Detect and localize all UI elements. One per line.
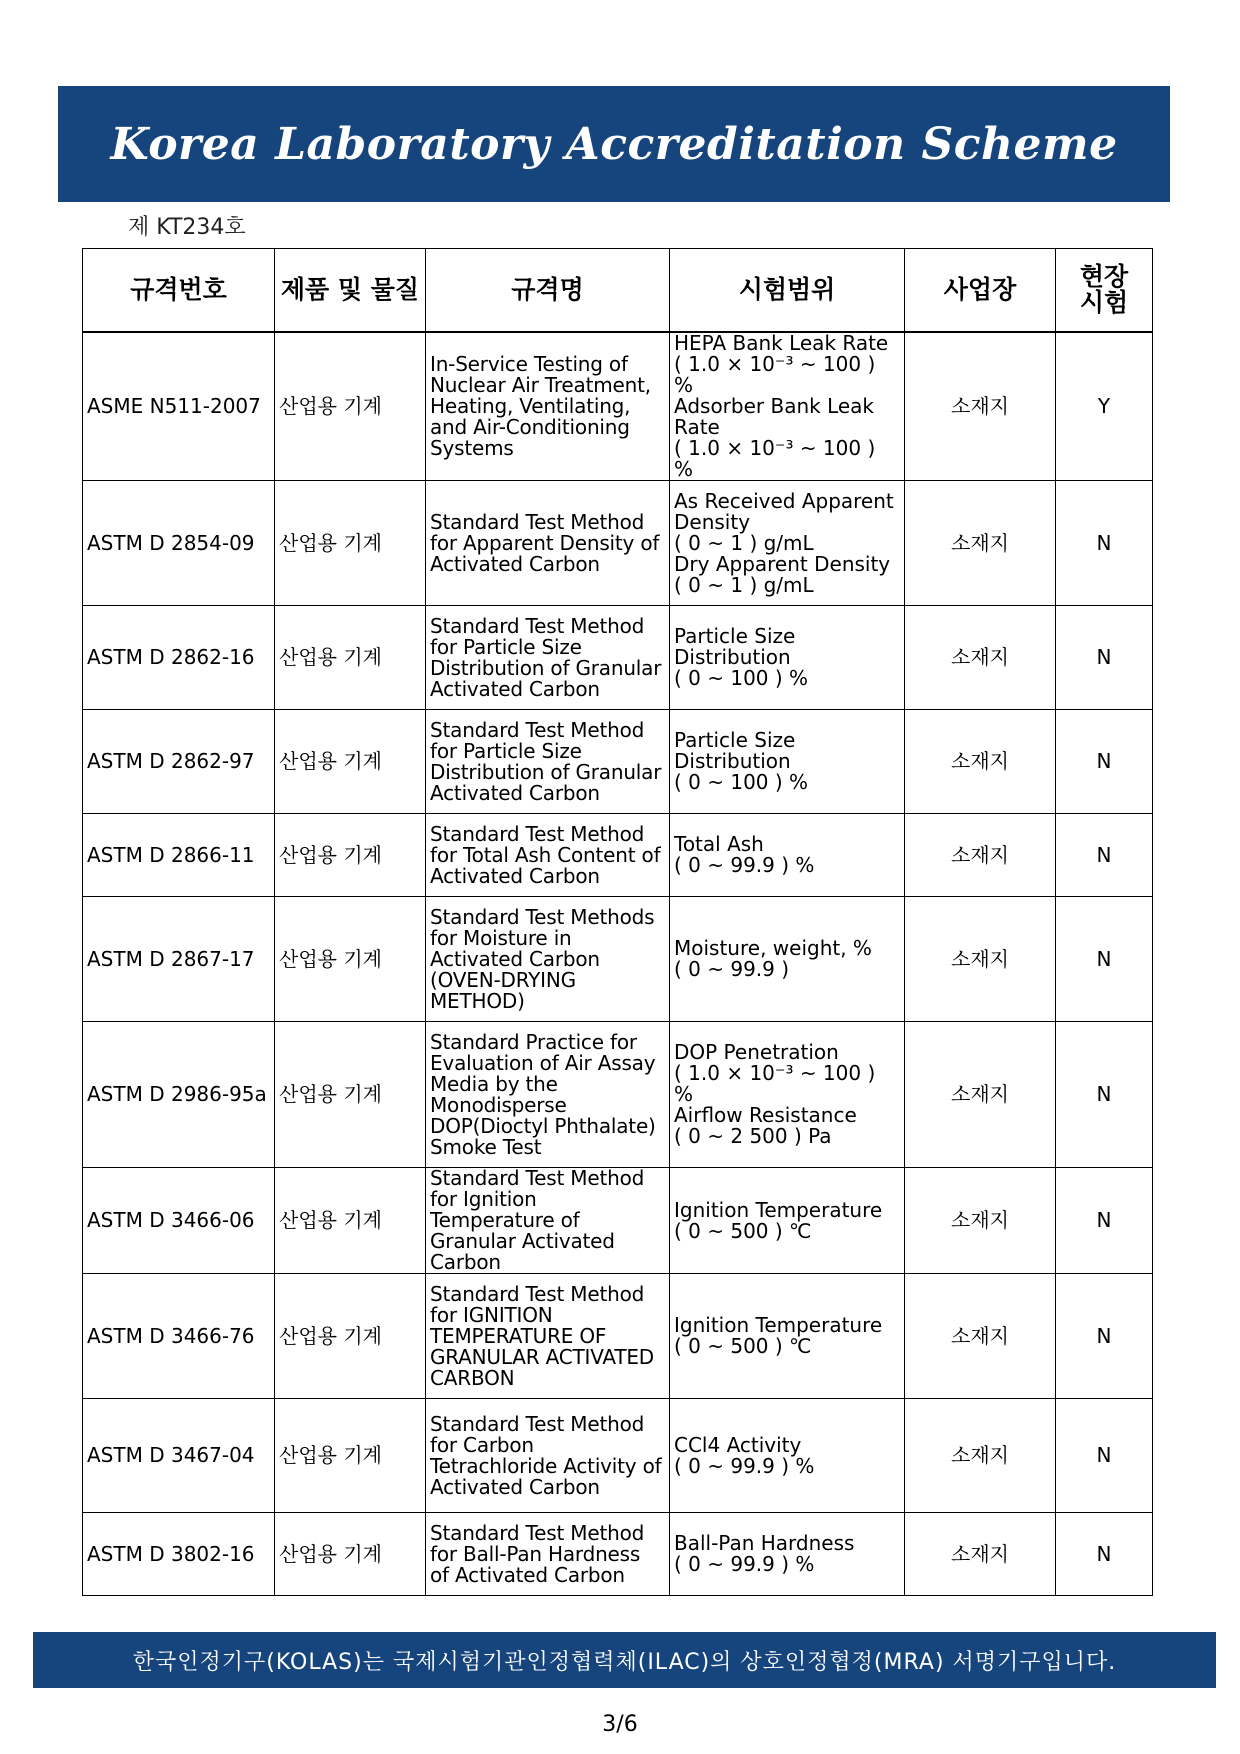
site-cell: 소재지	[905, 1168, 1056, 1274]
range-cell	[670, 1022, 905, 1168]
onsite-cell: N	[1056, 1168, 1153, 1274]
table-row	[83, 1399, 1153, 1513]
table-row	[83, 1274, 1153, 1399]
header-std-no: 규격번호	[83, 249, 275, 333]
std-no-cell: ASTM D 3466-06	[83, 1168, 275, 1274]
std-no-cell: ASME N511-2007	[83, 332, 275, 481]
range-line: ( 0 ~ 100 ) %	[674, 770, 809, 794]
std-no-cell: ASTM D 2862-16	[83, 606, 275, 710]
onsite-cell: N	[1056, 710, 1153, 814]
product-cell: 산업용 기계	[275, 1513, 426, 1596]
range-line: Ball-Pan Hardness	[674, 1531, 855, 1555]
product-cell: 산업용 기계	[275, 332, 426, 481]
range-line: ( 0 ~ 100 ) %	[674, 666, 809, 690]
range-line: CCl4 Activity	[674, 1432, 802, 1457]
range-line: ( 0 ~ 500 ) ℃	[674, 1334, 812, 1358]
table-row	[83, 606, 1153, 710]
std-no-cell: ASTM D 2867-17	[83, 897, 275, 1022]
table-row	[83, 1513, 1153, 1596]
range-line: ( 0 ~ 99.9 )	[674, 957, 790, 981]
std-no-cell: ASTM D 2854-09	[83, 481, 275, 606]
table-row	[83, 332, 1153, 481]
range-line: Particle Size Distribution	[674, 624, 796, 669]
std-name-cell: Standard Test Method for Particle Size Distribution of Granular Activated Carbon	[426, 606, 670, 710]
certificate-number: 제 KT234호	[128, 215, 246, 240]
range-cell	[670, 1399, 905, 1513]
range-line: DOP Penetration	[674, 1040, 839, 1064]
range-line: ( 0 ~ 2 500 ) Pa	[674, 1124, 832, 1148]
site-cell: 소재지	[905, 1513, 1056, 1596]
onsite-cell: Y	[1056, 332, 1153, 481]
onsite-cell: N	[1056, 897, 1153, 1022]
onsite-cell: N	[1056, 1274, 1153, 1399]
site-cell: 소재지	[905, 1022, 1056, 1168]
range-cell	[670, 1274, 905, 1399]
range-line: Total Ash	[674, 832, 764, 856]
site-cell: 소재지	[905, 332, 1056, 481]
header-std-name: 규격명	[426, 249, 670, 333]
std-name-cell: Standard Test Methods for Moisture in Activated Carbon (OVEN-DRYING METHOD)	[426, 897, 670, 1022]
std-no-cell: ASTM D 3467-04	[83, 1399, 275, 1513]
std-no-cell: ASTM D 2862-97	[83, 710, 275, 814]
header-site: 사업장	[905, 249, 1056, 333]
site-cell: 소재지	[905, 1274, 1056, 1399]
table-row	[83, 481, 1153, 606]
product-cell: 산업용 기계	[275, 1274, 426, 1399]
accreditation-table	[82, 248, 1153, 1596]
header-banner	[58, 86, 1170, 202]
site-cell: 소재지	[905, 897, 1056, 1022]
product-cell: 산업용 기계	[275, 710, 426, 814]
range-line: ( 0 ~ 1 ) g/mL	[674, 530, 814, 555]
range-line: HEPA Bank Leak Rate	[674, 331, 889, 355]
std-name-cell: Standard Test Method for Apparent Density of Activated Carbon	[426, 481, 670, 606]
range-line: Adsorber Bank Leak Rate	[674, 394, 875, 439]
range-cell	[670, 897, 905, 1022]
range-line: ( 1.0 × 10⁻³ ~ 100 ) %	[674, 436, 876, 481]
site-cell: 소재지	[905, 710, 1056, 814]
range-line: ( 0 ~ 99.9 ) %	[674, 1552, 815, 1576]
std-no-cell: ASTM D 3802-16	[83, 1513, 275, 1596]
header-title: Korea Laboratory Accreditation Scheme	[110, 118, 1118, 170]
onsite-cell: N	[1056, 606, 1153, 710]
header-onsite: 현장 시험	[1056, 249, 1153, 333]
std-name-cell: Standard Test Method for Carbon Tetrachloride Activity of Activated Carbon	[426, 1399, 670, 1513]
range-line: ( 0 ~ 500 ) ℃	[674, 1218, 812, 1243]
range-line: Moisture, weight, %	[674, 936, 872, 960]
range-cell	[670, 481, 905, 606]
range-cell	[670, 606, 905, 710]
onsite-cell: N	[1056, 481, 1153, 606]
range-line: ( 0 ~ 99.9 ) %	[674, 853, 815, 877]
product-cell: 산업용 기계	[275, 897, 426, 1022]
range-line: Ignition Temperature	[674, 1313, 883, 1337]
site-cell: 소재지	[905, 481, 1056, 606]
table-header-row	[83, 249, 1153, 333]
header-range: 시험범위	[670, 249, 905, 333]
footer-banner	[33, 1632, 1216, 1688]
range-cell	[670, 710, 905, 814]
range-cell	[670, 1168, 905, 1274]
std-name-cell: In-Service Testing of Nuclear Air Treatment, Heating, Ventilating, and Air-Conditioning Systems	[426, 332, 670, 481]
table-body	[83, 332, 1153, 1596]
range-line: ( 1.0 × 10⁻³ ~ 100 ) %	[674, 1061, 876, 1106]
std-name-cell: Standard Test Method for Total Ash Content of Activated Carbon	[426, 814, 670, 897]
onsite-cell: N	[1056, 814, 1153, 897]
range-line: Airflow Resistance	[674, 1103, 857, 1127]
site-cell: 소재지	[905, 606, 1056, 710]
range-line: ( 0 ~ 1 ) g/mL	[674, 572, 814, 597]
range-line: Dry Apparent Density	[674, 551, 891, 576]
std-name-cell: Standard Test Method for Ignition Temperature of Granular Activated Carbon	[426, 1168, 670, 1274]
product-cell: 산업용 기계	[275, 606, 426, 710]
std-name-cell: Standard Practice for Evaluation of Air Assay Media by the Monodisperse DOP(Dioctyl Phthalate) Smoke Test	[426, 1022, 670, 1168]
table-row	[83, 897, 1153, 1022]
range-line: ( 1.0 × 10⁻³ ~ 100 ) %	[674, 352, 876, 397]
table-row	[83, 1168, 1153, 1274]
range-line: ( 0 ~ 99.9 ) %	[674, 1453, 815, 1478]
footer-text: 한국인정기구(KOLAS)는 국제시험기관인정협력체(ILAC)의 상호인정협정(MRA) 서명기구입니다.	[132, 1649, 1117, 1675]
product-cell: 산업용 기계	[275, 1022, 426, 1168]
range-line: Ignition Temperature	[674, 1197, 883, 1222]
product-cell: 산업용 기계	[275, 1168, 426, 1274]
table-row	[83, 814, 1153, 897]
onsite-cell: N	[1056, 1513, 1153, 1596]
range-line: As Received Apparent Density	[674, 488, 894, 534]
std-no-cell: ASTM D 2866-11	[83, 814, 275, 897]
range-line: Particle Size Distribution	[674, 728, 796, 773]
table-row	[83, 1022, 1153, 1168]
onsite-cell: N	[1056, 1399, 1153, 1513]
product-cell: 산업용 기계	[275, 481, 426, 606]
range-cell	[670, 332, 905, 481]
product-cell: 산업용 기계	[275, 814, 426, 897]
site-cell: 소재지	[905, 814, 1056, 897]
std-name-cell: Standard Test Method for Ball-Pan Hardness of Activated Carbon	[426, 1513, 670, 1596]
site-cell: 소재지	[905, 1399, 1056, 1513]
product-cell: 산업용 기계	[275, 1399, 426, 1513]
std-no-cell: ASTM D 2986-95a	[83, 1022, 275, 1168]
std-name-cell: Standard Test Method for IGNITION TEMPERATURE OF GRANULAR ACTIVATED CARBON	[426, 1274, 670, 1399]
range-cell	[670, 1513, 905, 1596]
onsite-cell: N	[1056, 1022, 1153, 1168]
range-cell	[670, 814, 905, 897]
page-number: 3/6	[602, 1712, 638, 1737]
header-product: 제품 및 물질	[275, 249, 426, 333]
std-no-cell: ASTM D 3466-76	[83, 1274, 275, 1399]
std-name-cell: Standard Test Method for Particle Size Distribution of Granular Activated Carbon	[426, 710, 670, 814]
table-row	[83, 710, 1153, 814]
